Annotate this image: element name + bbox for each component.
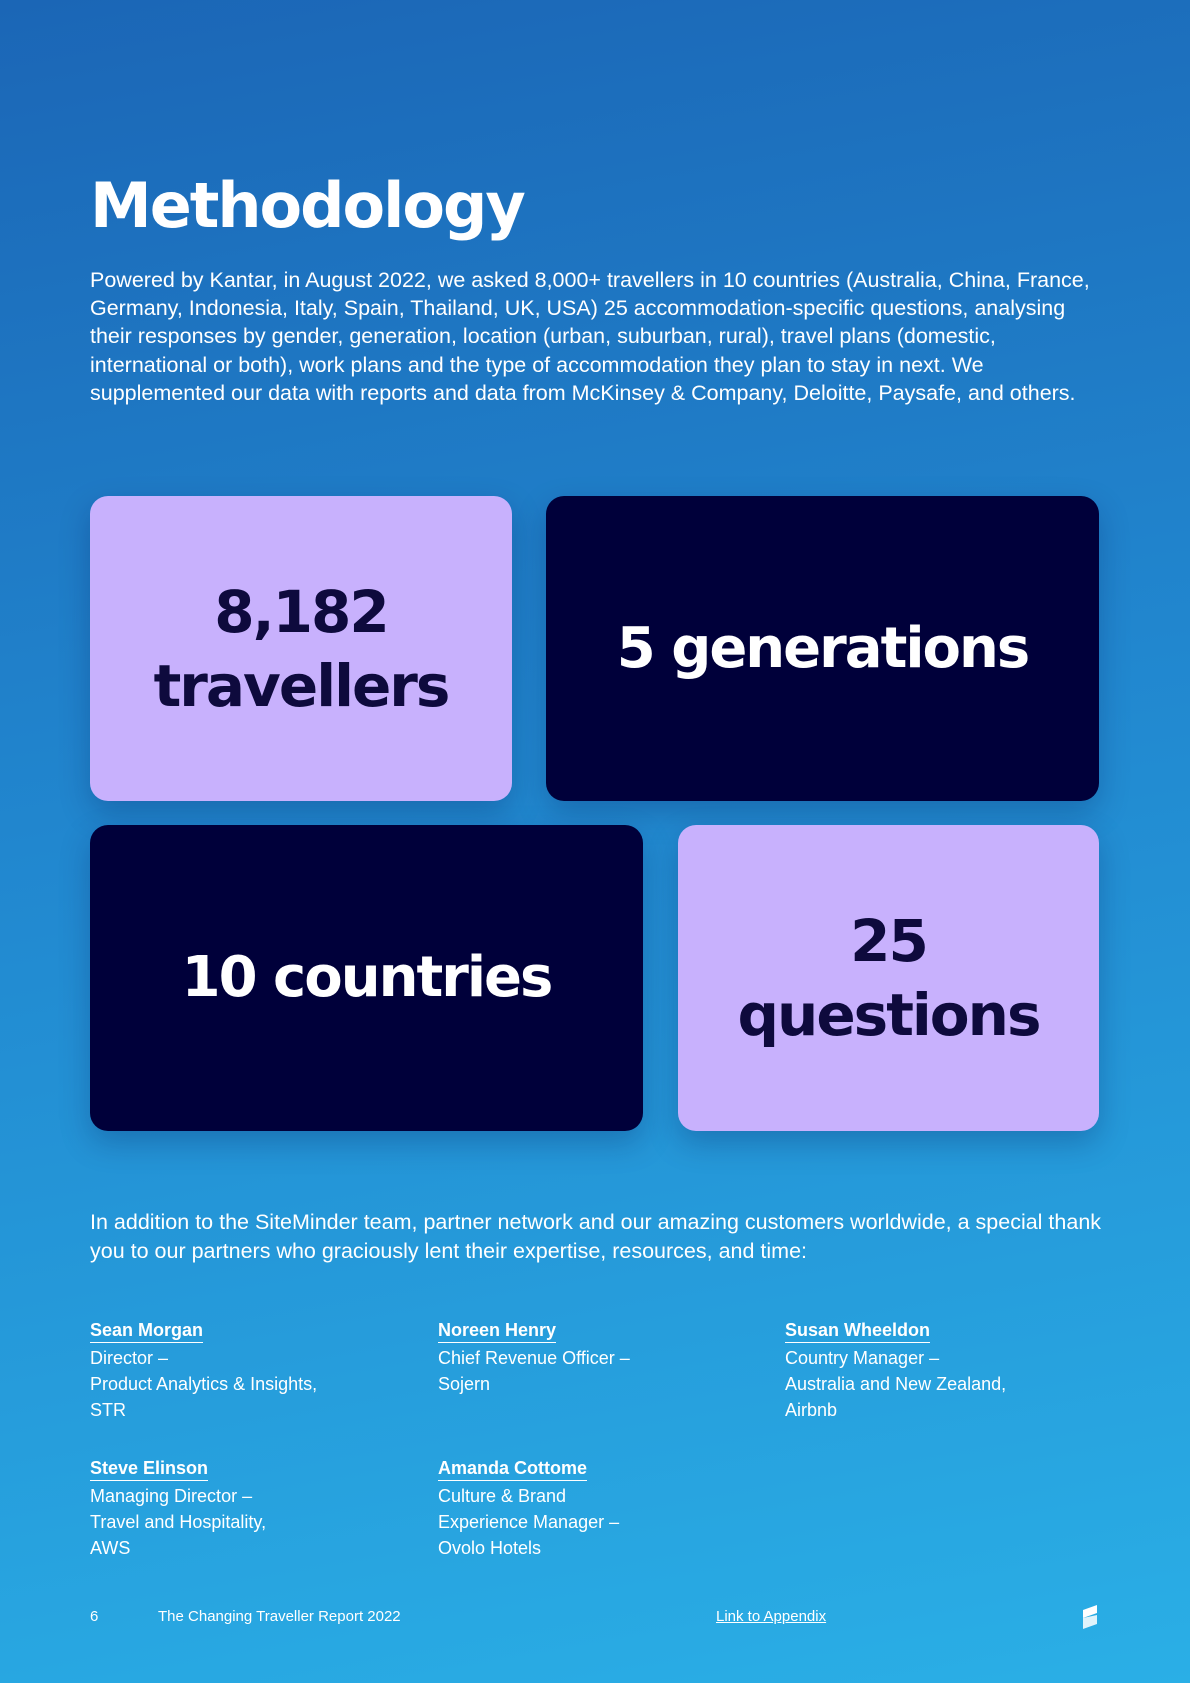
partner-name: Sean Morgan [90,1318,203,1343]
stat-travellers-value: 8,182 [214,577,388,646]
partner-role: Director – Product Analytics & Insights, STR [90,1348,318,1420]
stat-questions-value: 25 [850,907,927,975]
stat-travellers-label: travellers [153,651,449,720]
partner-amanda-cottome [438,1454,619,1561]
stat-questions-label: questions [737,981,1040,1049]
thanks-paragraph: In addition to the SiteMinder team, partner network and our amazing customers worldwide, a special thank you to our partners who graciously lent their expertise, resources, and time: [90,1210,1102,1263]
stat-card-generations [546,496,1099,801]
partner-name: Susan Wheeldon [785,1318,930,1343]
siteminder-logo-icon [1080,1604,1100,1630]
partner-role: Chief Revenue Officer – Sojern [438,1348,630,1394]
methodology-intro: Powered by Kantar, in August 2022, we asked 8,000+ travellers in 10 countries (Australia, China, France, Germany, Indonesia, Italy, Spain, Thailand, UK, USA) 25 accommodation-specific questions, analysing their responses by gender, generation, location (urban, suburban, rural), travel plans (domestic, international or both), work plans and the type of accommodation they plan to stay in next. We supplemented our data with reports and data from McKinsey & Company, Deloitte, Paysafe, and others. [90,268,1090,405]
partner-noreen-henry [438,1316,630,1397]
appendix-link[interactable]: Link to Appendix [716,1608,827,1625]
page-number: 6 [90,1608,99,1625]
partner-name: Noreen Henry [438,1318,556,1343]
stat-card-travellers [90,496,512,801]
stat-card-countries [90,825,643,1131]
partner-susan-wheeldon [785,1316,1006,1423]
partner-steve-elinson [90,1454,266,1561]
partner-role: Managing Director – Travel and Hospitality, AWS [90,1486,267,1558]
partner-sean-morgan [90,1316,317,1423]
partner-role: Country Manager – Australia and New Zealand, Airbnb [785,1348,1007,1420]
stat-countries: 10 countries [181,945,552,1010]
page-title: Methodology [90,169,524,242]
stat-card-questions [678,825,1099,1131]
partner-name: Steve Elinson [90,1456,208,1481]
partner-name: Amanda Cottome [438,1456,587,1481]
stat-generations: 5 generations [616,615,1029,681]
partner-role: Culture & Brand Experience Manager – Ovolo Hotels [438,1486,620,1558]
footer-report-title: The Changing Traveller Report 2022 [158,1608,401,1625]
